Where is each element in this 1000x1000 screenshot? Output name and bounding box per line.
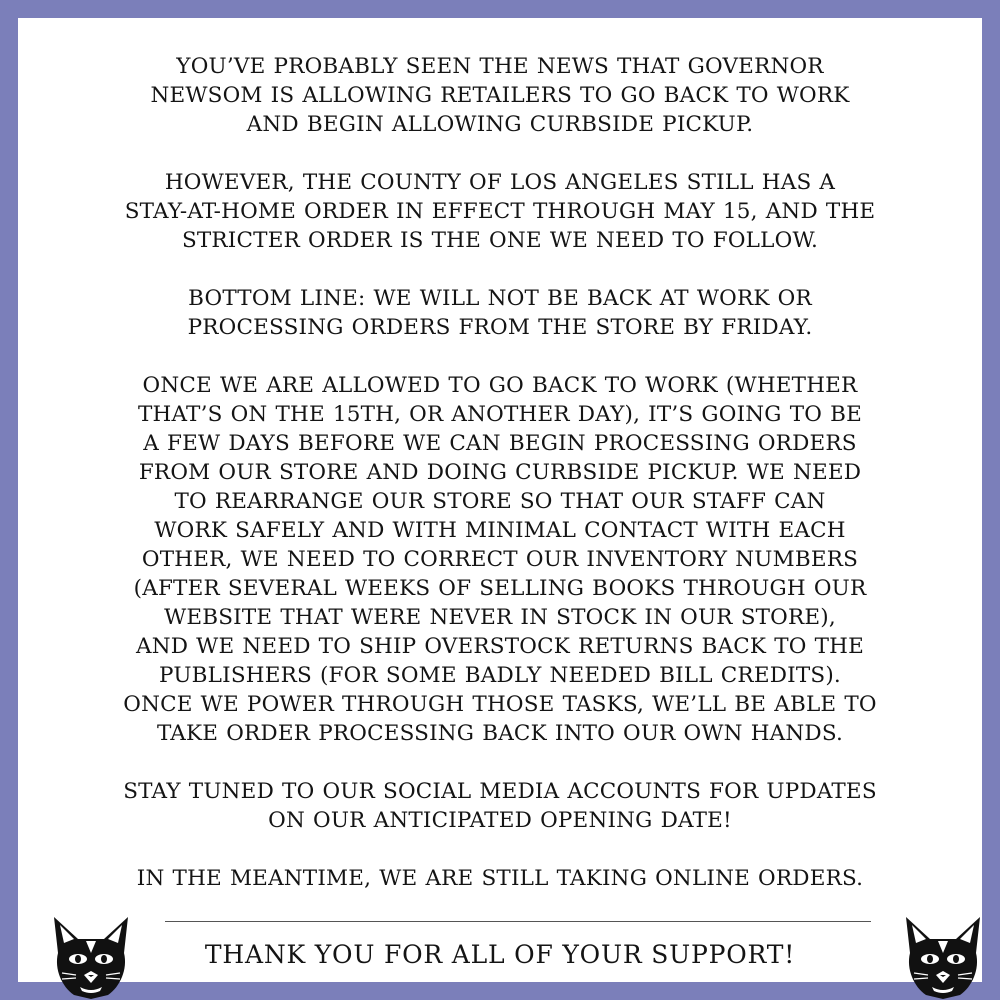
notice-line: AND BEGIN ALLOWING CURBSIDE PICKUP. xyxy=(246,112,754,137)
notice-body xyxy=(48,52,952,922)
notice-line: A FEW DAYS BEFORE WE CAN BEGIN PROCESSING ORDERS xyxy=(143,431,857,456)
notice-line: PROCESSING ORDERS FROM THE STORE BY FRIDAY. xyxy=(187,315,813,340)
notice-line: STAY TUNED TO OUR SOCIAL MEDIA ACCOUNTS FOR UPDATES xyxy=(123,779,877,804)
notice-line: TAKE ORDER PROCESSING BACK INTO OUR OWN HANDS. xyxy=(156,721,844,746)
footer-divider xyxy=(165,921,871,922)
notice-line: WEBSITE THAT WERE NEVER IN STOCK IN OUR STORE), xyxy=(164,605,836,630)
notice-line: TO REARRANGE OUR STORE SO THAT OUR STAFF CAN xyxy=(174,489,826,514)
notice-paragraph xyxy=(48,52,952,139)
notice-paragraph xyxy=(48,864,952,893)
notice-line: FROM OUR STORE AND DOING CURBSIDE PICKUP. WE NEED xyxy=(138,460,862,485)
notice-line: ONCE WE ARE ALLOWED TO GO BACK TO WORK (WHETHER xyxy=(142,373,858,398)
notice-line: YOU’VE PROBABLY SEEN THE NEWS THAT GOVERNOR xyxy=(176,54,824,79)
notice-paragraph xyxy=(48,777,952,835)
notice-line: ON OUR ANTICIPATED OPENING DATE! xyxy=(268,808,732,833)
notice-line: IN THE MEANTIME, WE ARE STILL TAKING ONLINE ORDERS. xyxy=(136,866,864,891)
notice-line: ONCE WE POWER THROUGH THOSE TASKS, WE’LL BE ABLE TO xyxy=(123,692,877,717)
notice-line: HOWEVER, THE COUNTY OF LOS ANGELES STILL HAS A xyxy=(164,170,836,195)
notice-line: NEWSOM IS ALLOWING RETAILERS TO GO BACK TO WORK xyxy=(150,83,850,108)
thank-you-message: THANK YOU FOR ALL OF YOUR SUPPORT! xyxy=(204,940,796,969)
notice-line: OTHER, WE NEED TO CORRECT OUR INVENTORY NUMBERS xyxy=(141,547,859,572)
notice-paragraph xyxy=(48,284,952,342)
notice-paragraph xyxy=(48,371,952,748)
notice-paragraph xyxy=(48,168,952,255)
notice-line: WORK SAFELY AND WITH MINIMAL CONTACT WITH EACH xyxy=(154,518,846,543)
notice-line: PUBLISHERS (FOR SOME BADLY NEEDED BILL CREDITS). xyxy=(159,663,841,688)
notice-line: STRICTER ORDER IS THE ONE WE NEED TO FOLLOW. xyxy=(181,228,819,253)
notice-line: AND WE NEED TO SHIP OVERSTOCK RETURNS BACK TO THE xyxy=(135,634,865,659)
cat-head-icon xyxy=(902,913,984,999)
notice-line: (AFTER SEVERAL WEEKS OF SELLING BOOKS THROUGH OUR xyxy=(133,576,867,601)
notice-line: THAT’S ON THE 15TH, OR ANOTHER DAY), IT’S GOING TO BE xyxy=(138,402,862,427)
cat-head-icon xyxy=(50,913,132,999)
notice-line: STAY-AT-HOME ORDER IN EFFECT THROUGH MAY 15, AND THE xyxy=(124,199,876,224)
notice-line: BOTTOM LINE: WE WILL NOT BE BACK AT WORK OR xyxy=(188,286,812,311)
